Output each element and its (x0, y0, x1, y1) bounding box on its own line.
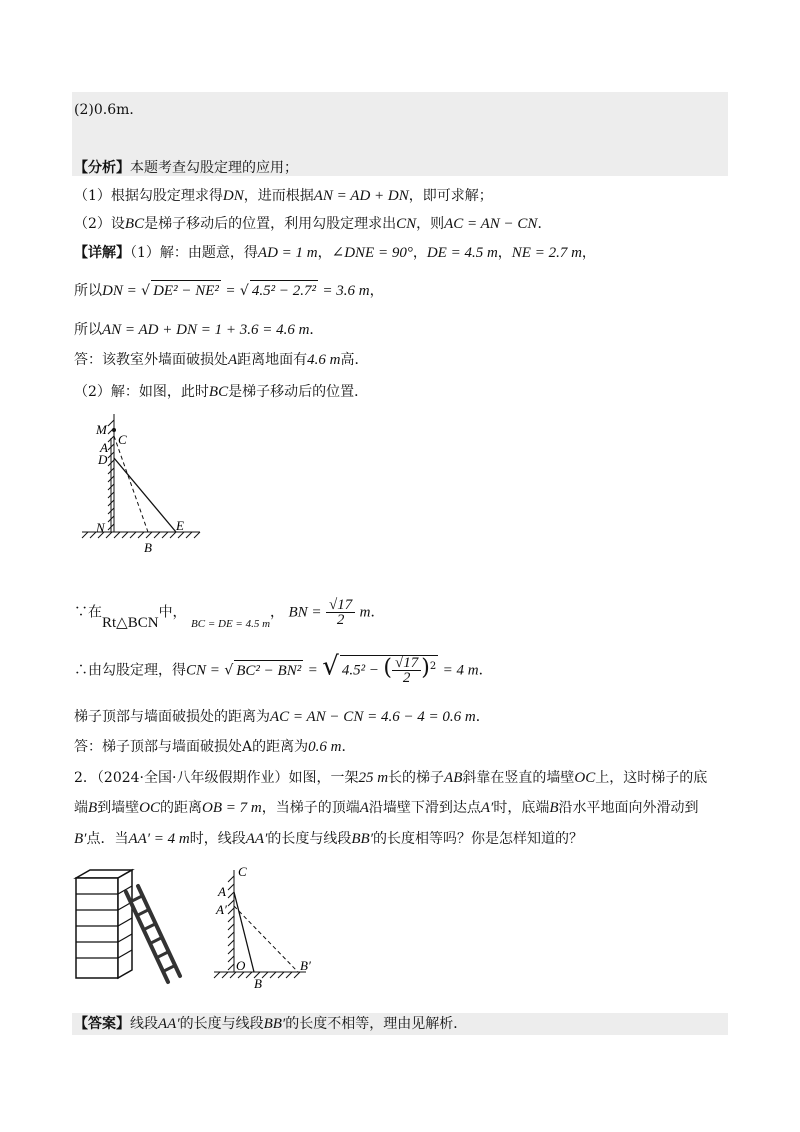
text: （2）解：如图，此时 (74, 384, 209, 400)
detail-line1: 【详解】（1）解：由题意，得AD = 1 m，∠DNE = 90°，DE = 4.5 m，NE = 2.7 m， (74, 245, 596, 261)
label-m: M (96, 422, 107, 437)
math: CN (396, 216, 417, 232)
text: ． (341, 739, 356, 755)
text: 上，这时梯子的底 (595, 770, 708, 786)
math: 4.6 m (307, 352, 341, 368)
analysis-text: 本题考查勾股定理的应用； (130, 160, 298, 176)
math: A (359, 800, 369, 816)
text: 的长度相等吗？你是怎样知道的？ (372, 831, 583, 847)
building-ladder-illustration (72, 868, 202, 988)
unit: m (359, 604, 371, 621)
math: AA′ = 4 m (128, 831, 190, 847)
text: 所以 (74, 283, 102, 299)
ladder-figure-1 (76, 408, 216, 558)
text: 答：该教室外墙面破损处 (74, 352, 228, 368)
math: DN (222, 188, 244, 204)
building-front (76, 878, 118, 978)
label-a: A (100, 440, 108, 455)
big-radicand: 4.5² − ( $\frac{√17}{2}$ )$^2$ (341, 655, 437, 686)
math: NE = 2.7 m (511, 245, 582, 261)
math: BC = DE = 4.5 m (191, 617, 271, 630)
analysis-tag: 【分析】 (74, 160, 130, 176)
text: 是梯子移动后的位置． (228, 384, 369, 400)
text: （1）根据勾股定理求得 (74, 188, 223, 204)
math: B (549, 800, 559, 816)
paren: ) (421, 655, 430, 681)
text: 是梯子移动后的位置，利用勾股定理求出 (144, 216, 397, 232)
because-line: ∵在Rt△BCN中， $_{BC = DE = 4.5 m}$， BN = $\frac{√17}{2}$ m． (74, 597, 385, 631)
therefore-line: ∴由勾股定理，得CN = √ BC² − BN² = √ 4.5² − ( $\frac{√17}{2}$ )$^2$ = 4 m． (74, 651, 493, 686)
numerator: √17 (326, 598, 355, 613)
text: 距离地面有 (237, 352, 308, 368)
answer-line (74, 1014, 467, 1034)
ladder-moved (114, 436, 148, 532)
analysis-step2 (74, 214, 551, 234)
math: AC = AN − CN (444, 216, 538, 232)
text: （2）设 (74, 216, 125, 232)
text: 时，线段 (189, 831, 246, 847)
math: AA′ (158, 1016, 180, 1032)
math: DN = (102, 283, 137, 299)
denominator: 2 (402, 670, 411, 686)
text: 时，底端 (493, 800, 550, 816)
text: 沿水平地面向外滑动到 (558, 800, 699, 816)
big-sqrt: √ (322, 651, 339, 682)
math: BC (208, 384, 229, 400)
part2-answer: (2)0.6m． (74, 102, 144, 118)
analysis-step1 (74, 186, 493, 206)
text: 斜靠在竖直的墙壁 (462, 770, 575, 786)
question2-line3 (74, 829, 583, 849)
text: 梯子顶部与墙面破损处的距离为 (74, 709, 270, 725)
math: 25 m (358, 770, 389, 786)
text: 长的梯子 (388, 770, 445, 786)
math: OC (139, 800, 161, 816)
text: （1）解：由题意，得 (130, 245, 258, 261)
radicand: 4.5² − 2.7² (250, 280, 318, 301)
text: ． (537, 216, 552, 232)
math: = (225, 283, 236, 299)
text: 的长度与线段 (179, 1016, 264, 1032)
analysis-heading (74, 158, 298, 178)
answer2-line (74, 737, 355, 757)
text: ∵在 (74, 604, 102, 621)
label-c: C (238, 864, 247, 879)
text: 端 (74, 800, 88, 816)
detail-tag: 【详解】 (74, 245, 130, 261)
math: BB′ (351, 831, 373, 847)
radicand: BC² − BN² (234, 660, 303, 681)
text: 沿墙壁下滑到达点 (368, 800, 481, 816)
detail-part2-intro (74, 382, 368, 402)
text: ，则 (416, 216, 445, 232)
math: AN = AD + DN (313, 188, 409, 204)
radicand: DE² − NE² (151, 280, 221, 301)
text: ∴由勾股定理，得 (74, 662, 186, 679)
text: ，进而根据 (243, 188, 314, 204)
math: ∠DNE = 90° (331, 245, 413, 261)
label-e: E (176, 518, 184, 533)
label-a-prime: A′ (216, 902, 227, 917)
ladder-original (114, 458, 176, 532)
label-n: N (96, 520, 105, 535)
ladder-figure-2 (210, 862, 330, 992)
math: CN = (186, 662, 220, 679)
math: DE = 4.5 m (426, 245, 498, 261)
text: 的距离 (160, 800, 203, 816)
math: = 3.6 m (322, 283, 370, 299)
text: ，当梯子的顶端 (261, 800, 360, 816)
detail-an-eq: 所以AN = AD + DN = 1 + 3.6 = 4.6 m． (74, 322, 324, 338)
text: 如图，一架 (288, 770, 359, 786)
math: AC = AN − CN = 4.6 − 4 = 0.6 m (270, 709, 476, 725)
denominator: 2 (336, 612, 345, 628)
math: A (228, 352, 238, 368)
math: AA′ (245, 831, 268, 847)
point-m (112, 428, 116, 432)
numerator: √17 (392, 656, 421, 671)
math: AB (444, 770, 463, 786)
question2-line1 (74, 768, 707, 788)
detail-dn-eq: 所以DN = √ DE² − NE² = √ 4.5² − 2.7² = 3.6 m， (74, 280, 384, 301)
label-b: B (144, 540, 152, 555)
text: ，即可求解； (408, 188, 493, 204)
text: 的长度不相等，理由见解析． (285, 1016, 468, 1032)
label-b: B (254, 976, 262, 991)
answer-tag: 【答案】 (74, 1016, 130, 1032)
math: A′ (480, 800, 494, 816)
text: 所以 (74, 322, 102, 338)
math: B (88, 800, 98, 816)
question-number: 2． (74, 770, 97, 786)
text: 高． (340, 352, 369, 368)
label-b-prime: B′ (300, 958, 311, 973)
question-source: （2024·全国·八年级假期作业） (96, 770, 289, 786)
label-c: C (118, 432, 127, 447)
label-d: D (98, 452, 108, 467)
text: 的长度与线段 (267, 831, 352, 847)
text: 中， (158, 604, 187, 621)
math: BN = (288, 604, 322, 621)
math: Rt△BCN (102, 614, 159, 631)
building-side (118, 870, 132, 978)
text: 点．当 (86, 831, 129, 847)
fraction (392, 656, 421, 685)
math: OC (574, 770, 596, 786)
distance-line: 梯子顶部与墙面破损处的距离为AC = AN − CN = 4.6 − 4 = 0.6 m． (74, 709, 490, 725)
math: AN = AD + DN = 1 + 3.6 = 4.6 m (102, 322, 310, 338)
text: 答：梯子顶部与墙面破损处A的距离为 (74, 739, 309, 755)
label-o: O (236, 958, 246, 973)
math: 4.5² − (341, 662, 379, 679)
text: 到墙壁 (97, 800, 140, 816)
math: B′ (74, 831, 87, 847)
paren: ( (383, 655, 392, 681)
math: OB = 7 m (202, 800, 262, 816)
math: 0.6 m (308, 739, 342, 755)
math: = (307, 662, 318, 679)
math: AD = 1 m (257, 245, 318, 261)
math: BB′ (263, 1016, 286, 1032)
question2-line2 (74, 798, 699, 818)
label-a: A (218, 884, 226, 899)
math: = 4 m (442, 662, 479, 679)
fraction (326, 598, 355, 627)
detail-answer1 (74, 350, 369, 370)
math: BC (124, 216, 145, 232)
text: 线段 (130, 1016, 158, 1032)
